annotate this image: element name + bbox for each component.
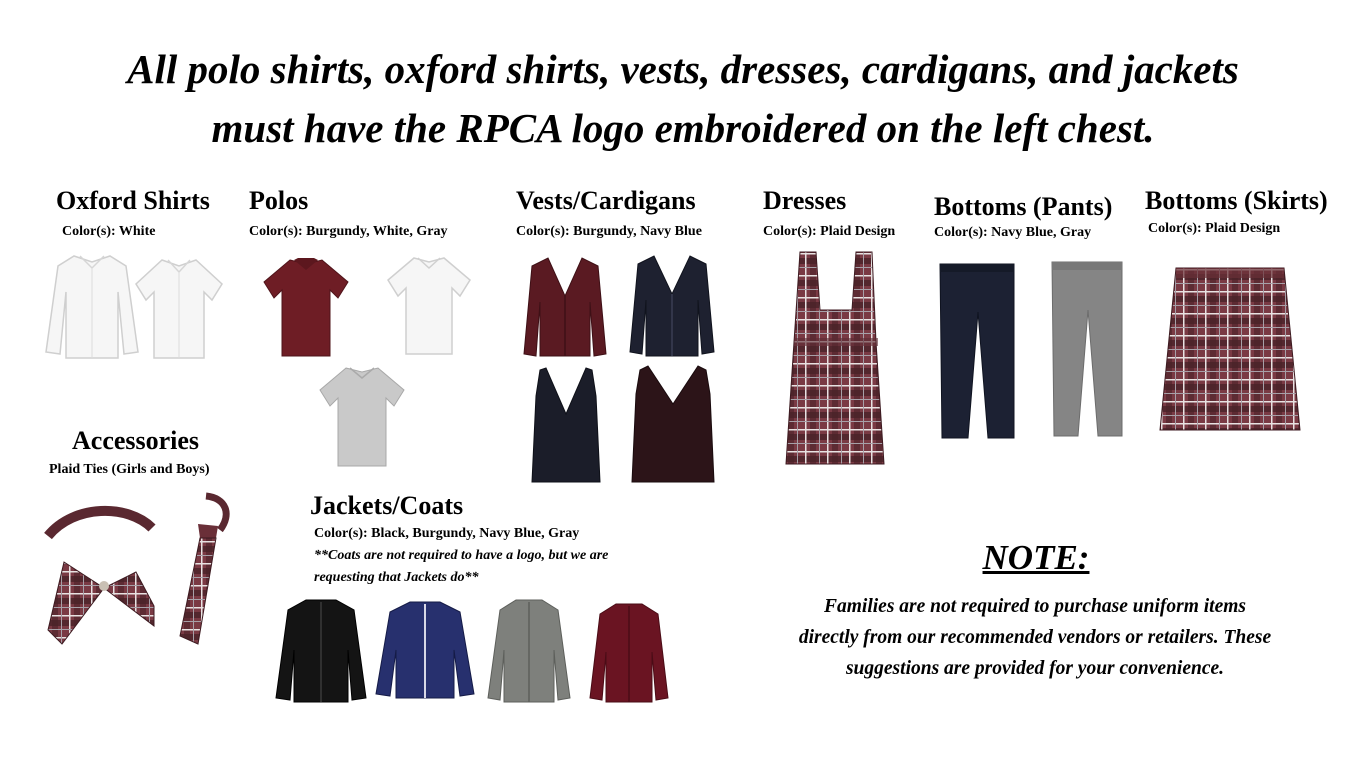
burgundy-cardigan-image (522, 256, 608, 358)
dresses-title: Dresses (763, 186, 847, 215)
burgundy-polo-image (262, 256, 350, 358)
plaid-crossover-tie-image (44, 502, 156, 646)
note-title: NOTE: (982, 538, 1090, 577)
polos-title: Polos (249, 186, 309, 215)
accessories-subtitle: Plaid Ties (Girls and Boys) (49, 462, 210, 477)
white-polo-image (386, 254, 472, 356)
polos-colors: Color(s): Burgundy, White, Gray (249, 224, 448, 239)
pants-colors: Color(s): Navy Blue, Gray (934, 225, 1092, 240)
navy-cardigan-image (628, 254, 716, 358)
dresses-colors: Color(s): Plaid Design (763, 224, 896, 239)
vests-cardigans-title: Vests/Cardigans (516, 186, 696, 215)
note-line-2: directly from our recommended vendors or retailers. These (798, 627, 1272, 648)
white-oxford-long-sleeve-image (44, 252, 140, 360)
gray-polo-image (318, 364, 406, 468)
note-line-3: suggestions are provided for your convenience. (845, 658, 1225, 679)
navy-pants-image (938, 262, 1016, 440)
jackets-note-line-2: requesting that Jackets do** (314, 570, 479, 585)
headline-line-1: All polo shirts, oxford shirts, vests, dresses, cardigans, and jackets (127, 46, 1239, 92)
oxford-shirts-colors: Color(s): White (62, 224, 156, 239)
plaid-necktie-image (176, 494, 234, 646)
burgundy-fleece-jacket-image (588, 602, 670, 704)
vests-cardigans-colors: Color(s): Burgundy, Navy Blue (516, 224, 702, 239)
jackets-note-line-1: **Coats are not required to have a logo, but we are (314, 548, 609, 563)
jackets-coats-title: Jackets/Coats (310, 491, 464, 520)
black-fleece-jacket-image (274, 598, 368, 704)
skirts-colors: Color(s): Plaid Design (1148, 221, 1281, 236)
plaid-skirt-image (1158, 266, 1302, 436)
oxford-shirts-title: Oxford Shirts (56, 186, 210, 215)
headline-line-2: must have the RPCA logo embroidered on the left chest. (211, 105, 1155, 151)
gray-fleece-jacket-image (486, 598, 572, 704)
jackets-coats-colors: Color(s): Black, Burgundy, Navy Blue, Gray (314, 526, 580, 541)
navy-vest-image (530, 366, 602, 484)
pants-title: Bottoms (Pants) (934, 192, 1113, 221)
navy-fleece-jacket-image (374, 600, 476, 700)
note-line-1: Families are not required to purchase uniform items (823, 596, 1246, 617)
plaid-jumper-image (780, 250, 892, 468)
accessories-title: Accessories (72, 426, 200, 455)
white-oxford-short-sleeve-image (134, 256, 224, 360)
gray-pants-image (1050, 260, 1124, 438)
skirts-title: Bottoms (Skirts) (1145, 186, 1328, 215)
burgundy-vest-image (630, 364, 716, 484)
